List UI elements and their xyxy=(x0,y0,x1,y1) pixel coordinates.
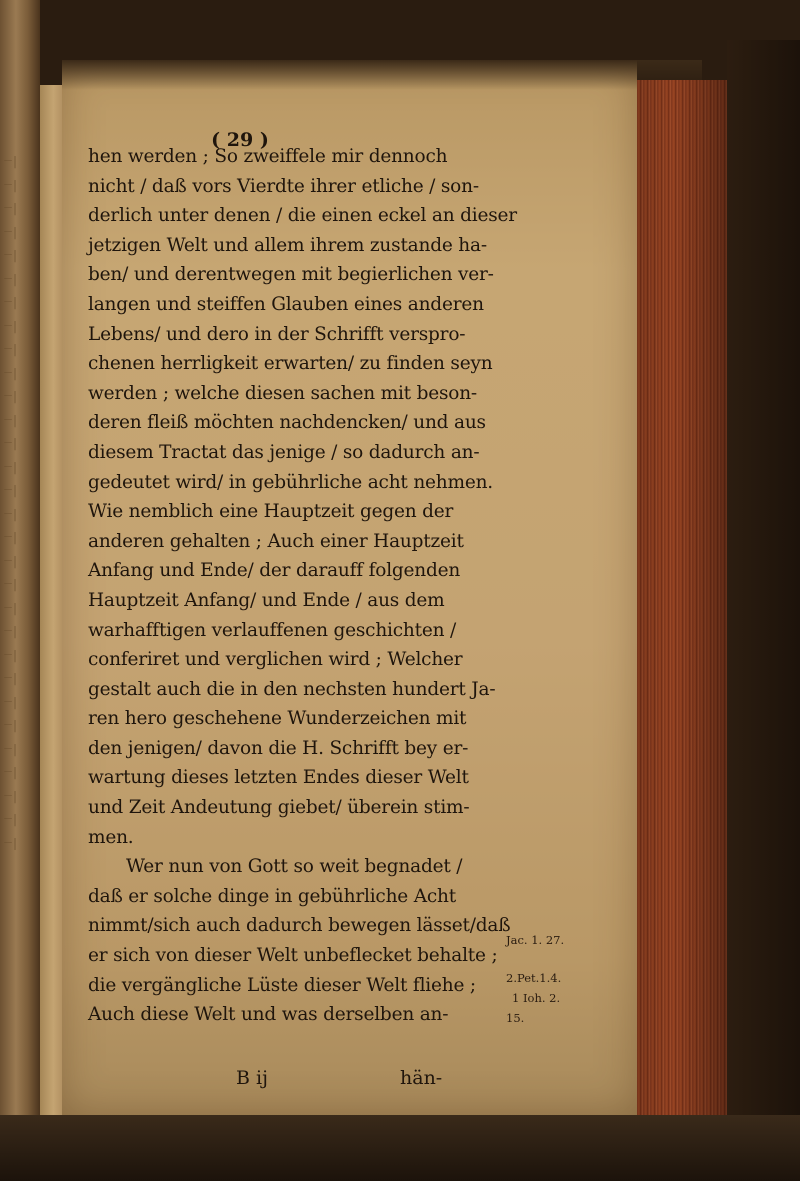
text-line: ben/ und derentwegen mit begierlichen ver- xyxy=(88,264,494,286)
margin-note: 1 Ioh. 2. xyxy=(512,991,561,1005)
fore-edge-shading xyxy=(637,80,727,1120)
book-cover-right xyxy=(727,40,800,1181)
text-line: Hauptzeit Anfang/ und Ende / aus dem xyxy=(88,589,445,611)
text-line: hen werden ; So zweiffele mir dennoch xyxy=(88,146,448,167)
text-line: gedeutet wird/ in gebührliche acht nehmen. xyxy=(88,471,493,493)
text-line: conferiret und verglichen wird ; Welcher xyxy=(88,649,463,671)
page-top-shadow xyxy=(62,60,702,90)
text-line: nicht / daß vors Vierdte ihrer etliche / son- xyxy=(88,175,479,197)
text-line: diesem Tractat das jenige / so dadurch an- xyxy=(88,441,480,463)
signature-mark: B ij xyxy=(236,1067,268,1089)
text-line: den jenigen/ davon die H. Schrifft bey er- xyxy=(88,737,469,759)
text-line: Wie nemblich eine Hauptzeit gegen der xyxy=(88,501,454,523)
text-line: und Zeit Andeutung giebet/ überein stim- xyxy=(88,797,470,819)
text-line: chenen herrligkeit erwarten/ zu finden seyn xyxy=(88,353,493,375)
text-line: die vergängliche Lüste dieser Welt fliehe ; xyxy=(88,974,476,996)
text-line: ren hero geschehene Wunderzeichen mit xyxy=(88,708,467,730)
text-line: jetzigen Welt und allem ihrem zustande ha- xyxy=(88,234,487,256)
text-line: deren fleiß möchten nachdencken/ und aus xyxy=(88,412,486,434)
text-line: Auch diese Welt und was derselben an- xyxy=(88,1004,449,1026)
text-line: langen und steiffen Glauben eines anderen xyxy=(88,293,484,315)
text-line: Anfang und Ende/ der darauff folgenden xyxy=(88,560,461,582)
text-line: derlich unter denen / die einen eckel an dieser xyxy=(88,205,517,227)
text-line: gestalt auch die in den nechsten hundert Ja- xyxy=(88,678,496,700)
page-number-header: ( 29 ) xyxy=(211,129,269,151)
page-footer xyxy=(88,1062,480,1094)
facing-page-text-fragments: ㄧ| ㄧ| ㄧ| ㄧ| ㄧ| ㄧ| ㄧ| ㄧ| ㄧ| ㄧ| ㄧ| ㄧ| ㄧ| ㄧ| ㄧ| ㄧ| ㄧ| ㄧ| ㄧ| ㄧ| ㄧ| ㄧ| ㄧ| ㄧ| ㄧ| ㄧ| ㄧ| ㄧ| ㄧ| ㄧ| xyxy=(2,154,17,850)
text-line: anderen gehalten ; Auch einer Hauptzeit xyxy=(88,530,464,552)
text-line: er sich von dieser Welt unbeflecket behalte ; xyxy=(88,945,498,967)
catchword: hän- xyxy=(400,1067,443,1089)
text-line: Wer nun von Gott so weit begnadet / xyxy=(126,856,463,878)
margin-note: 2.Pet.1.4. xyxy=(506,971,562,985)
scan-background-bottom xyxy=(0,1115,800,1181)
text-line: men. xyxy=(88,826,134,848)
text-line: warhafftigen verlauffenen geschichten / xyxy=(88,619,457,641)
margin-notes xyxy=(506,930,626,1028)
text-line: wartung dieses letzten Endes dieser Welt xyxy=(88,767,469,789)
text-line: werden ; welche diesen sachen mit beson- xyxy=(88,382,477,404)
text-line: nimmt/sich auch dadurch bewegen lässet/daß xyxy=(88,915,511,937)
text-line: daß er solche dinge in gebührliche Acht xyxy=(88,885,457,907)
margin-note: 15. xyxy=(506,1011,525,1025)
margin-note: Jac. 1. 27. xyxy=(506,933,565,947)
text-line: Lebens/ und dero in der Schrifft verspro- xyxy=(88,323,466,345)
